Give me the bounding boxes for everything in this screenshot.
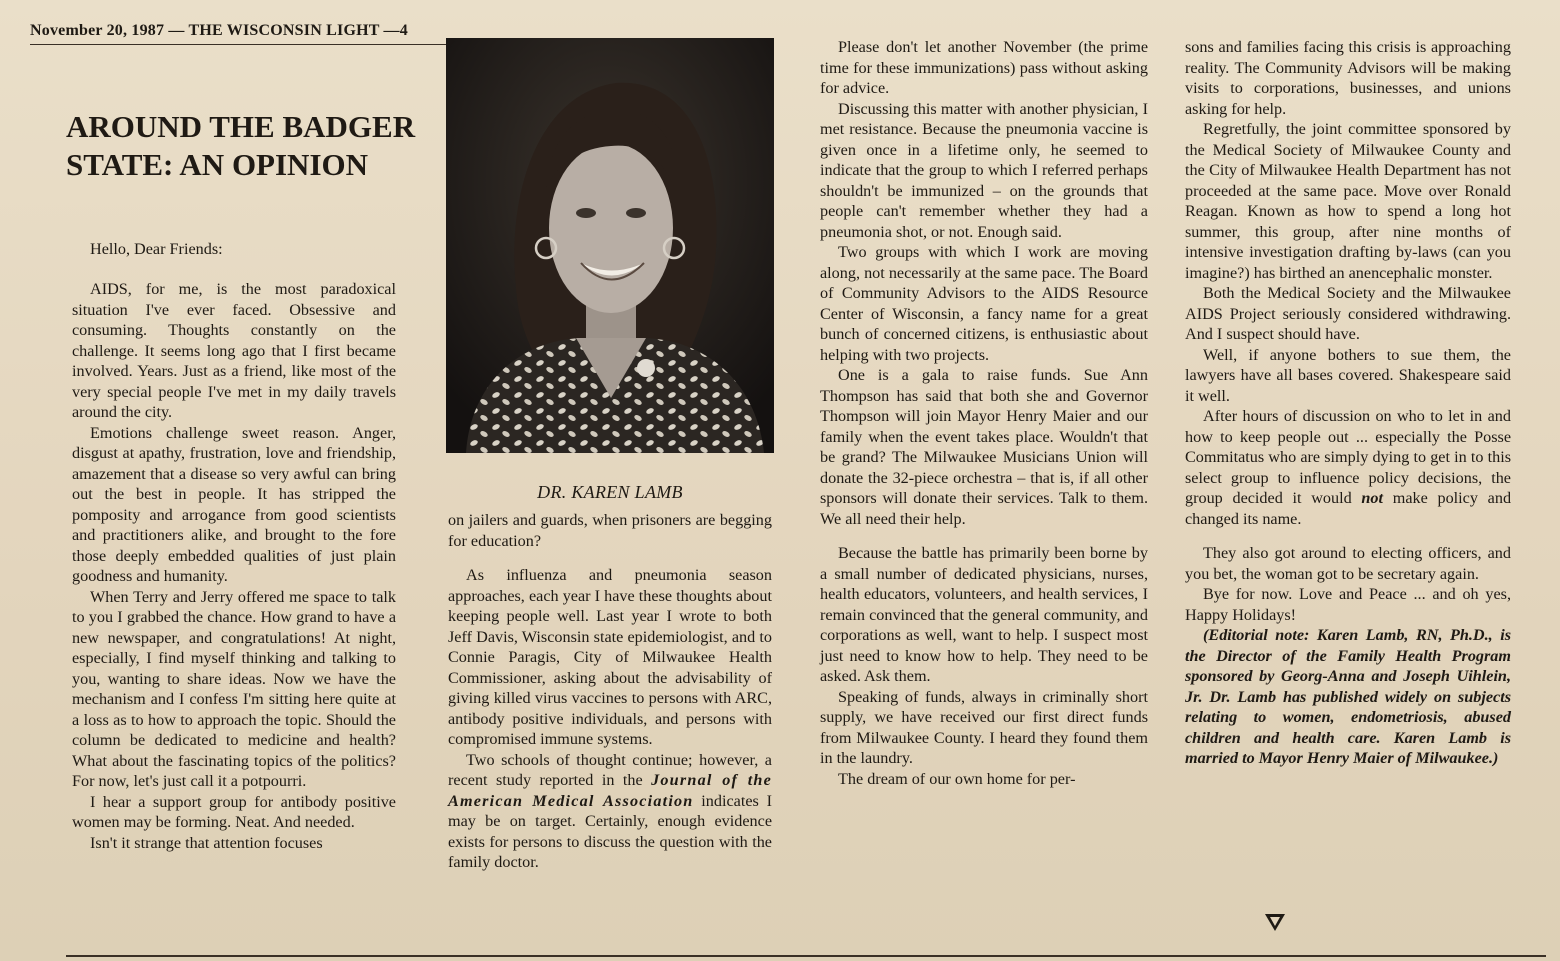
paragraph: The dream of our own home for per- [838,769,1076,788]
paragraph-text: make policy and changed its name. [1185,489,1512,528]
paragraph-text: indicates I may be on target. Certainly, enough evidence exists for persons to discuss the question with the family doctor. [448,791,772,871]
paragraph: Two groups with which I work are moving along, not necessarily at the same pace. The Board of Community Advisors to the AIDS Resource Center of Wisconsin, a fancy name for a great bunch of concerned citizens, is enthusiastic about helping with two projects. [820,243,1148,364]
article-title: AROUND THE BADGER STATE: AN OPINION [66,109,416,182]
column-3 [820,37,1148,789]
paragraph: Well, if anyone bothers to sue them, the lawyers have all bases covered. Shakespeare said it well. [1185,345,1511,405]
portrait-photo [446,38,774,453]
paragraph: Because the battle has primarily been borne by a small number of dedicated physicians, nurses, health educators, volunteers, and health services, I remain convinced that the general community, and corporations as well, want to help. I suspect most just need to know how to help. They need to be asked. Ask them. [820,544,1148,685]
journal-name: Journal of the American Medical Association [448,771,772,810]
greeting: Hello, Dear Friends: [90,240,223,258]
paragraph: Discussing this matter with another physician, I met resistance. Because the pneumonia vaccine is given once in a lifetime only, he seemed to indicate that the group to which I referred perhaps shouldn't be immunized – on the grounds that people can't remember whether they had a pneumonia shot, or not. Enough said. [820,99,1148,241]
paragraph-text: Two schools of thought continue; however, a recent study reported in the [448,750,772,789]
column-2 [448,510,772,873]
paragraph: sons and families facing this crisis is approaching reality. The Community Advisors will be making visits to corporations, businesses, and unions asking for help. [1185,38,1511,118]
paragraph: As influenza and pneumonia season approaches, each year I have these thoughts about keeping people well. Last year I wrote to both Jeff Davis, Wisconsin state epidemiologist, and to Connie Paragis, City of Milwaukee Health Commissioner, asking about the advisability of giving killed virus vaccines to persons with ARC, antibody positive individuals, and persons with compromised immune systems. [448,566,772,748]
paragraph [448,750,772,873]
header-rule [30,44,460,45]
paragraph: One is a gala to raise funds. Sue Ann Thompson has said that both she and Governor Thompson will join Mayor Henry Maier and our family when the event takes place. Wouldn't that be grand? The Milwaukee Musicians Union will donate the 32-piece orchestra – that is, if all other sponsors will donate their services. Talk to them. We all need their help. [820,366,1148,528]
paragraph [1185,406,1511,529]
paragraph-text: After hours of discussion on who to let in and how to keep people out ... especially the Posse Commitatus who are simply dying to get in to this select group to influence policy decisions, the group decided it would [1185,407,1511,507]
paragraph: AIDS, for me, is the most paradoxical situation I've ever faced. Obsessive and consuming. Thoughts constantly on the challenge. It seems long ago that I first became involved. Years. Just as a friend, like most of the very special people I've met in my daily travels around the city. [72,280,396,421]
paragraph: Isn't it strange that attention focuses [90,833,323,852]
paragraph: Speaking of funds, always in criminally short supply, we have received our first direct funds from Milwaukee County. I heard they found them in the laundry. [820,687,1148,767]
paragraph: They also got around to electing officers, and you bet, the woman got to be secretary again. [1185,544,1511,583]
footer-rule [66,955,1546,957]
dateline: November 20, 1987 — THE WISCONSIN LIGHT —4 [30,22,408,39]
column-1 [72,279,396,853]
paragraph: When Terry and Jerry offered me space to talk to you I grabbed the chance. How grand to have a new newspaper, and congratulations! At night, especially, I find myself thinking and talking to you, wanting to share ideas. Now we have the mechanism and I confess I'm sitting here quite at a loss as to how to approach the topic. Should the column be dedicated to medicine and health? What about the fascinating topics of the politics? For now, let's just call it a potpourri. [72,587,396,790]
paragraph: on jailers and guards, when prisoners are begging for education? [448,511,772,550]
photo-caption: DR. KAREN LAMB [537,482,683,502]
portrait-image [446,38,774,453]
column-4 [1185,37,1511,769]
wisconsin-light-logo-icon [1264,912,1286,932]
paragraph: Please don't let another November (the prime time for these immunizations) pass without asking for advice. [820,38,1148,97]
paragraph: I hear a support group for antibody positive women may be forming. Neat. And needed. [72,792,396,831]
paragraph: Emotions challenge sweet reason. Anger, disgust at apathy, frustration, love and friendship, amazement that a disease so very awful can bring out the best in people. It has stripped the pomposity and arrogance from good scientists and practitioners alike, and brought to the fore those deeply embedded qualities of just plain goodness and humanity. [72,423,396,585]
paragraph: Regretfully, the joint committee sponsored by the Medical Society of Milwaukee County and the City of Milwaukee Health Department has not proceeded at the same pace. Move over Ronald Reagan. Known as how to spend a long hot summer, this group, after nine months of intensive investigation drafting by-laws (can you imagine?) has birthed an anencephalic monster. [1185,120,1511,282]
emphasis: not [1361,489,1384,507]
paragraph: Bye for now. Love and Peace ... and oh yes, Happy Holidays! [1185,585,1511,624]
editorial-note: (Editorial note: Karen Lamb, RN, Ph.D., is the Director of the Family Health Program sponsored by Georg-Anna and Joseph Uihlein, Jr. Dr. Lamb has published widely on subjects relating to women, endometriosis, abused children and health care. Karen Lamb is married to Mayor Henry Maier of Milwaukee.) [1185,626,1511,767]
paragraph: Both the Medical Society and the Milwaukee AIDS Project seriously considered withdrawing. And I suspect should have. [1185,284,1511,343]
